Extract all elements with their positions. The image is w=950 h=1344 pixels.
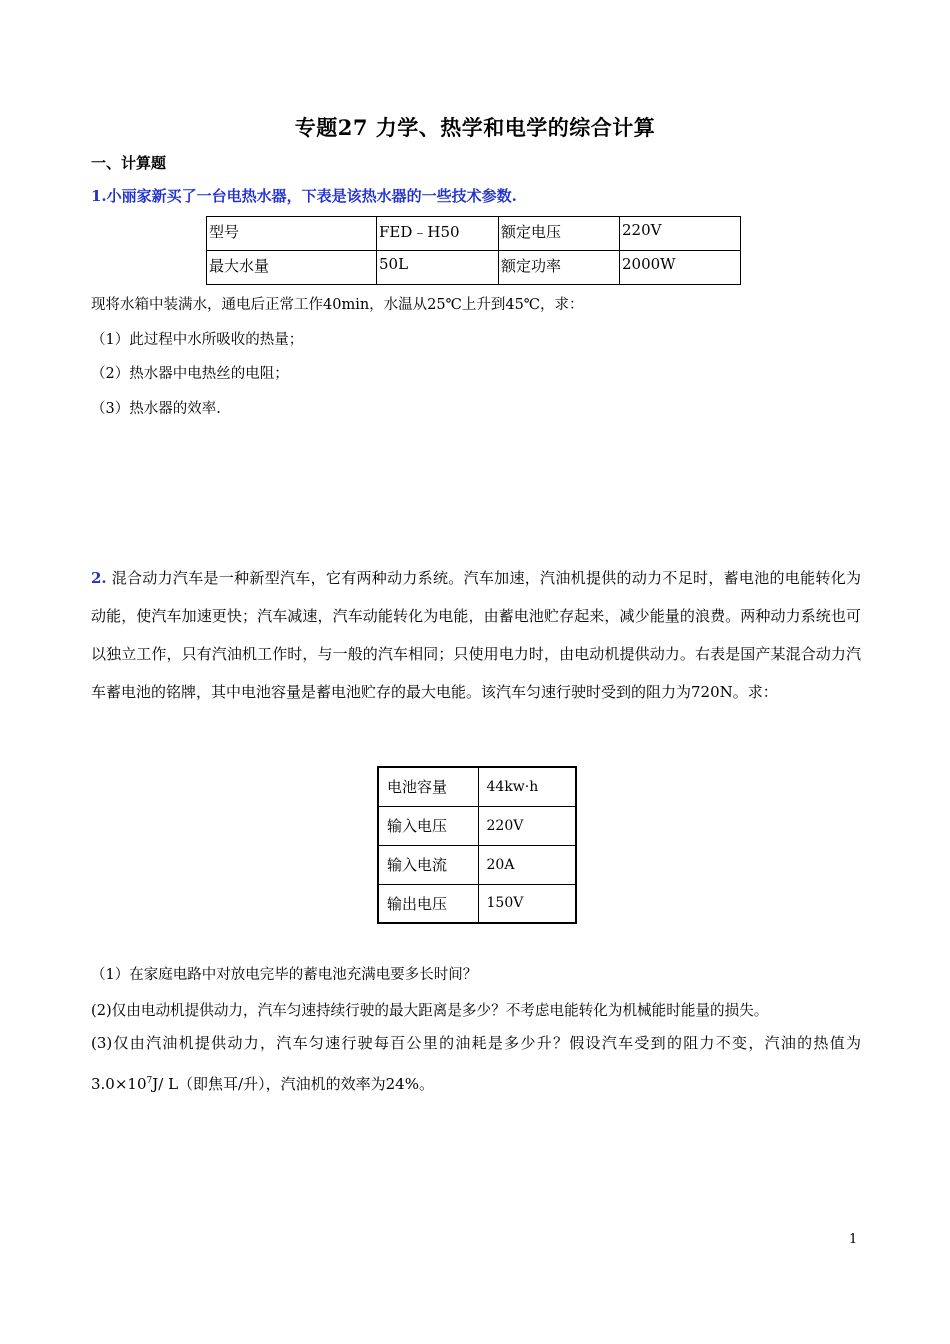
exponent: 7 <box>146 1076 153 1086</box>
table-cell: FED﹣H50 <box>377 217 499 251</box>
question-2-part-2: (2)仅由电动机提供动力，汽车匀速持续行驶的最大距离是多少？不考虑电能转化为机械能时能量的损失。 <box>91 1002 769 1019</box>
table-cell: 220V <box>620 217 741 251</box>
question-2-number: 2. <box>91 569 107 587</box>
section-heading: 一、计算题 <box>91 154 167 172</box>
page-number: 1 <box>849 1232 858 1247</box>
table-row <box>378 884 576 923</box>
question-2-text <box>91 559 861 711</box>
heater-spec-table <box>206 216 741 285</box>
question-2-part-1: （1）在家庭电路中对放电完毕的蓄电池充满电要多长时间？ <box>91 967 478 983</box>
table-cell: 44kw·h <box>478 767 576 806</box>
part-3-text-b: J/ L（即焦耳/升），汽油机的效率为24%。 <box>152 1075 434 1093</box>
table-cell: 输入电流 <box>378 845 478 884</box>
question-1-part-1: （1）此过程中水所吸收的热量； <box>91 332 304 348</box>
table-cell: 型号 <box>207 217 377 251</box>
table-cell: 2000W <box>620 251 741 285</box>
question-1-part-3: （3）热水器的效率. <box>91 401 221 417</box>
page-title: 专题27 力学、热学和电学的综合计算 <box>294 115 656 140</box>
question-2-part-3 <box>91 1024 861 1103</box>
table-cell: 220V <box>478 806 576 845</box>
table-row <box>378 806 576 845</box>
table-row <box>207 251 741 285</box>
question-1-stem: 1.小丽家新买了一台电热水器，下表是该热水器的一些技术参数. <box>91 187 517 205</box>
table-row <box>207 217 741 251</box>
table-row <box>378 845 576 884</box>
table-cell: 电池容量 <box>378 767 478 806</box>
part-3-text-a: (3)仅由汽油机提供动力，汽车匀速行驶每百公里的油耗是多少升？假设汽车受到的阻力不变，汽油的热值为3.0×10 <box>91 1034 861 1093</box>
table-cell: 150V <box>478 884 576 923</box>
question-1-part-2: （2）热水器中电热丝的电阻； <box>91 366 289 382</box>
table-cell: 50L <box>377 251 499 285</box>
table-row <box>378 767 576 806</box>
table-cell: 20A <box>478 845 576 884</box>
table-cell: 最大水量 <box>207 251 377 285</box>
question-2-body: 混合动力汽车是一种新型汽车，它有两种动力系统。汽车加速，汽油机提供的动力不足时，蓄电池的电能转化为动能，使汽车加速更快；汽车减速，汽车动能转化为电能，由蓄电池贮存起来，减少能量的浪费。两种动力系统也可以独立工作，只有汽油机工作时，与一般的汽车相同；只使用电力时，由电动机提供动力。右表是国产某混合动力汽车蓄电池的铭牌，其中电池容量是蓄电池贮存的最大电能。该汽车匀速行驶时受到的阻力为720N。求： <box>91 569 861 701</box>
table-cell: 额定功率 <box>499 251 620 285</box>
table-cell: 额定电压 <box>499 217 620 251</box>
battery-nameplate-table <box>377 766 577 924</box>
question-1-intro: 现将水箱中装满水，通电后正常工作40min，水温从25℃上升到45℃，求： <box>91 297 584 313</box>
table-cell: 输出电压 <box>378 884 478 923</box>
table-cell: 输入电压 <box>378 806 478 845</box>
